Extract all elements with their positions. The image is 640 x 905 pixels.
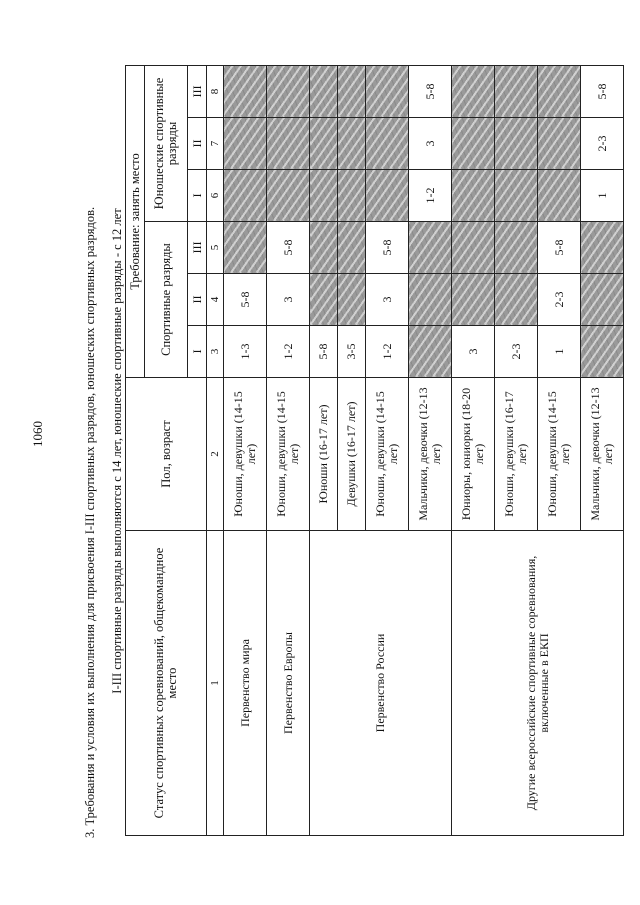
column-number: 3 [207, 326, 224, 378]
value-cell-shaded [366, 66, 409, 118]
rotated-table-block [109, 66, 624, 836]
value-cell-shaded [495, 118, 538, 170]
value-cell: 1-3 [224, 326, 267, 378]
value-cell: 5-8 [581, 66, 624, 118]
value-cell: 5-8 [224, 274, 267, 326]
group-cell: Юноши, девушки (14-15 лет) [224, 378, 267, 531]
value-cell-shaded [538, 66, 581, 118]
value-cell: 3 [409, 118, 452, 170]
value-cell-shaded [267, 118, 310, 170]
value-cell-shaded [310, 170, 338, 222]
value-cell-shaded [366, 170, 409, 222]
value-cell: 3 [366, 274, 409, 326]
value-cell-shaded [581, 222, 624, 274]
value-cell-shaded [409, 326, 452, 378]
value-cell-shaded [224, 170, 267, 222]
value-cell-shaded [224, 66, 267, 118]
value-cell-shaded [310, 118, 338, 170]
table-row [267, 66, 310, 836]
status-cell: Первенство Европы [267, 531, 310, 836]
value-cell-shaded [338, 118, 366, 170]
value-cell-shaded [338, 170, 366, 222]
value-cell-shaded [452, 66, 495, 118]
value-cell-shaded [452, 222, 495, 274]
value-cell: 2-3 [538, 274, 581, 326]
header-requirement: Требование: занять место [126, 66, 145, 378]
value-cell: 1-2 [267, 326, 310, 378]
value-cell-shaded [310, 66, 338, 118]
table-row [310, 66, 338, 836]
group-cell: Юноши, девушки (16-17 лет) [495, 378, 538, 531]
column-number: 8 [207, 66, 224, 118]
value-cell: 2-3 [495, 326, 538, 378]
value-cell-shaded [581, 326, 624, 378]
column-number: 7 [207, 118, 224, 170]
rank-label: III [188, 66, 207, 118]
value-cell-shaded [452, 170, 495, 222]
group-cell: Мальчики, девочки (12-13 лет) [409, 378, 452, 531]
value-cell-shaded [538, 170, 581, 222]
value-cell-shaded [495, 222, 538, 274]
status-cell: Другие всероссийские спортивные соревнования, включенные в ЕКП [452, 531, 624, 836]
value-cell: 5-8 [310, 326, 338, 378]
value-cell-shaded [224, 222, 267, 274]
value-cell-shaded [452, 118, 495, 170]
value-cell-shaded [224, 118, 267, 170]
header-status: Статус спортивных соревнований, общекомандное место [126, 531, 207, 836]
header-sport-ranks: Спортивные разряды [145, 222, 188, 378]
value-cell-shaded [452, 274, 495, 326]
status-cell: Первенство России [310, 531, 452, 836]
value-cell-shaded [409, 274, 452, 326]
value-cell: 1-2 [409, 170, 452, 222]
value-cell-shaded [267, 66, 310, 118]
value-cell-shaded [310, 274, 338, 326]
rank-label: II [188, 118, 207, 170]
value-cell: 1 [538, 326, 581, 378]
value-cell: 3 [267, 274, 310, 326]
value-cell-shaded [581, 274, 624, 326]
value-cell: 5-8 [366, 222, 409, 274]
value-cell: 2-3 [581, 118, 624, 170]
status-cell: Первенство мира [224, 531, 267, 836]
header-row-1 [126, 66, 145, 836]
value-cell-shaded [338, 222, 366, 274]
table-row [224, 66, 267, 836]
value-cell: 5-8 [538, 222, 581, 274]
group-cell: Юноши, девушки (14-15 лет) [366, 378, 409, 531]
value-cell-shaded [338, 66, 366, 118]
value-cell: 1-2 [366, 326, 409, 378]
header-gender-age: Пол, возраст [126, 378, 207, 531]
header-youth-ranks: Юношеские спортивные разряды [145, 66, 188, 222]
group-cell: Девушки (16-17 лет) [338, 378, 366, 531]
value-cell-shaded [538, 118, 581, 170]
value-cell-shaded [338, 274, 366, 326]
group-cell: Юноши, девушки (14-15 лет) [538, 378, 581, 531]
group-cell: Юниоры, юниорки (18-20 лет) [452, 378, 495, 531]
table-row [452, 66, 495, 836]
rank-label: I [188, 326, 207, 378]
value-cell-shaded [310, 222, 338, 274]
column-number: 1 [207, 531, 224, 836]
requirements-table [125, 65, 624, 836]
column-numbers-row [207, 66, 224, 836]
value-cell: 5-8 [409, 66, 452, 118]
value-cell-shaded [495, 66, 538, 118]
section-heading: 3. Требования и условия их выполнения для присвоения I-III спортивных разрядов, юношеских спортивных разрядов. [83, 206, 97, 838]
value-cell-shaded [366, 118, 409, 170]
value-cell-shaded [495, 170, 538, 222]
value-cell: 3 [452, 326, 495, 378]
column-number: 2 [207, 378, 224, 531]
group-cell: Юноши (16-17 лет) [310, 378, 338, 531]
value-cell-shaded [409, 222, 452, 274]
rank-label: III [188, 222, 207, 274]
value-cell-shaded [267, 170, 310, 222]
group-cell: Мальчики, девочки (12-13 лет) [581, 378, 624, 531]
value-cell: 3-5 [338, 326, 366, 378]
column-number: 6 [207, 170, 224, 222]
value-cell: 1 [581, 170, 624, 222]
table-caption: I-III спортивные разряды выполняются с 14 лет, юношеские спортивные разряды - с 12 лет [110, 208, 124, 694]
value-cell-shaded [495, 274, 538, 326]
page-number: 1060 [30, 421, 45, 447]
column-number: 4 [207, 274, 224, 326]
rank-label: I [188, 170, 207, 222]
column-number: 5 [207, 222, 224, 274]
rank-label: II [188, 274, 207, 326]
value-cell: 5-8 [267, 222, 310, 274]
group-cell: Юноши, девушки (14-15 лет) [267, 378, 310, 531]
